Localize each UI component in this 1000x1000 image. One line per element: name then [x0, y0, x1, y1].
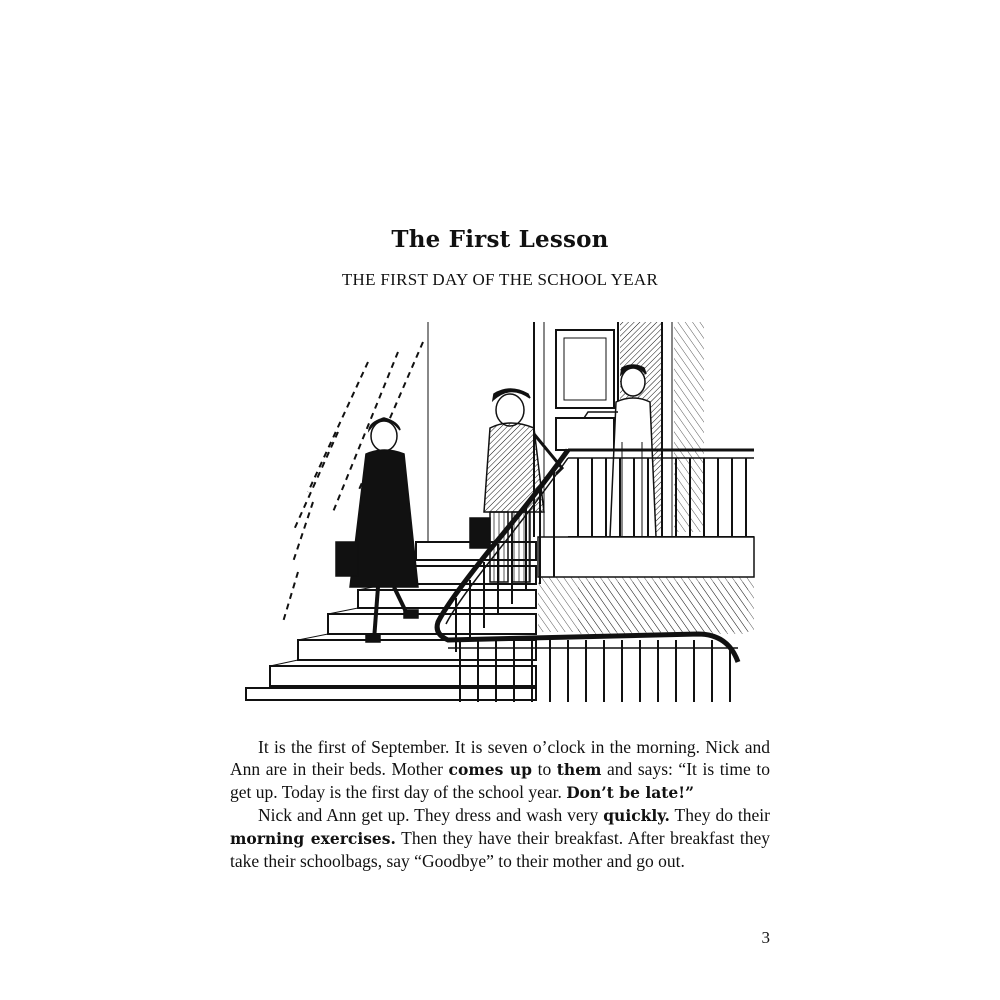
- page-number: 3: [761, 928, 770, 947]
- paragraph-1: [230, 736, 770, 804]
- text-run: to: [532, 759, 557, 779]
- text-run: and says: “It is time to get up. Today is the first day of the school year.: [230, 759, 770, 802]
- text-run: They do their: [669, 805, 770, 825]
- text-run: Nick and Ann get up. They dress and wash very: [258, 805, 604, 825]
- text-run: Then they have their breakfast. After breakfast they take their schoolbags, say “Goodbye” to their mother and go out.: [230, 828, 770, 871]
- text-run-bold: Don’t be late!”: [566, 783, 695, 802]
- upper-railing: [568, 450, 754, 537]
- text-run-bold: morning exercises.: [230, 829, 396, 848]
- text-run-bold: quickly.: [603, 806, 670, 825]
- staircase-illustration: [238, 322, 758, 702]
- lesson-text: [230, 736, 770, 872]
- page-title: The First Lesson: [391, 226, 609, 253]
- girl-figure: [336, 418, 418, 642]
- text-run: It is the first of September. It is seven o’clock in the morning. Nick and Ann are in their beds. Mother: [230, 737, 770, 779]
- paragraph-2: [230, 804, 770, 872]
- landing-slab: [538, 537, 754, 577]
- page-subtitle: THE FIRST DAY OF THE SCHOOL YEAR: [341, 270, 659, 289]
- text-run-bold: them: [556, 760, 602, 779]
- text-run-bold: comes up: [448, 760, 533, 779]
